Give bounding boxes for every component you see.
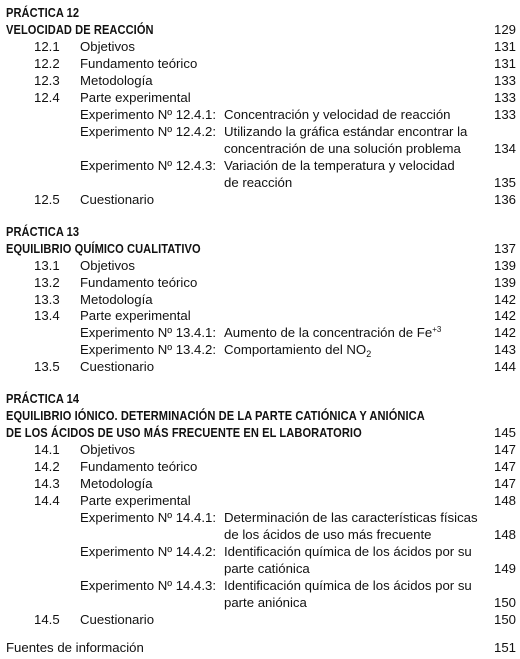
section-13-1-title: Objetivos [80, 258, 135, 273]
experiment-13-4-2-title [224, 342, 371, 358]
experiment-12-4-2-label: Experimento Nº 12.4.2: [80, 124, 217, 139]
experiment-13-4-1-page: 142 [493, 325, 516, 340]
section-13-4-title: Parte experimental [80, 308, 191, 323]
section-12-1-number: 12.1 [34, 39, 60, 54]
section-12-5-title: Cuestionario [80, 192, 155, 207]
section-14-2-number: 14.2 [34, 459, 60, 474]
experiment-14-4-3-label: Experimento Nº 14.4.3: [80, 578, 217, 593]
section-13-1-number: 13.1 [34, 258, 60, 273]
fuentes-de-informacion-title: Fuentes de información [6, 640, 144, 655]
experiment-13-4-1-text: Aumento de la concentración de Fe [224, 325, 433, 340]
practica-14-title-page: 145 [493, 425, 516, 440]
experiment-12-4-2-page: 134 [493, 141, 516, 156]
section-12-5-page: 136 [493, 192, 516, 207]
section-14-5-number: 14.5 [34, 612, 60, 627]
iron-charge-superscript: +3 [432, 325, 442, 334]
section-14-5-page: 150 [493, 612, 516, 627]
no2-subscript: 2 [366, 349, 372, 359]
experiment-14-4-1-title-line2: de los ácidos de uso más frecuente [224, 527, 432, 542]
section-14-3-title: Metodología [80, 476, 153, 491]
section-14-4-page: 148 [493, 493, 516, 508]
experiment-12-4-1-page: 133 [493, 107, 516, 122]
experiment-14-4-1-label: Experimento Nº 14.4.1: [80, 510, 217, 525]
section-13-5-number: 13.5 [34, 359, 60, 374]
experiment-14-4-3-page: 150 [493, 595, 516, 610]
section-14-4-title: Parte experimental [80, 493, 191, 508]
section-12-2-title: Fundamento teórico [80, 56, 198, 71]
section-14-5-title: Cuestionario [80, 612, 155, 627]
section-12-2-number: 12.2 [34, 56, 60, 71]
experiment-14-4-3-title-line1: Identificación química de los ácidos por su [224, 578, 472, 593]
experiment-12-4-3-title-line1: Variación de la temperatura y velocidad [224, 158, 455, 173]
experiment-12-4-2-title-line2: concentración de una solución problema [224, 141, 461, 156]
experiment-13-4-2-label: Experimento Nº 13.4.2: [80, 342, 217, 357]
section-13-5-title: Cuestionario [80, 359, 155, 374]
experiment-12-4-1-label: Experimento Nº 12.4.1: [80, 107, 217, 122]
section-13-3-title: Metodología [80, 292, 153, 307]
section-13-2-number: 13.2 [34, 275, 60, 290]
section-14-2-page: 147 [493, 459, 516, 474]
section-13-3-number: 13.3 [34, 292, 60, 307]
experiment-14-4-3-title-line2: parte aniónica [224, 595, 307, 610]
experiment-14-4-2-title-line1: Identificación química de los ácidos por su [224, 544, 472, 559]
practica-13-title: EQUILIBRIO QUÍMICO CUALITATIVO [6, 241, 201, 256]
practica-12-title: VELOCIDAD DE REACCIÓN [6, 22, 154, 37]
practica-12-label: PRÁCTICA 12 [6, 5, 80, 20]
practica-14-title-line1: EQUILIBRIO IÓNICO. DETERMINACIÓN DE LA PARTE CATIÓNICA Y ANIÓNICA [6, 408, 425, 423]
section-13-4-number: 13.4 [34, 308, 60, 323]
section-12-5-number: 12.5 [34, 192, 60, 207]
experiment-13-4-2-text: Comportamiento del NO [224, 342, 367, 357]
experiment-14-4-1-title-line1: Determinación de las características físicas [224, 510, 478, 525]
practica-13-title-page: 137 [493, 241, 516, 256]
experiment-12-4-3-title-line2: de reacción [224, 175, 293, 190]
practica-14-label: PRÁCTICA 14 [6, 391, 80, 406]
experiment-14-4-2-page: 149 [493, 561, 516, 576]
experiment-13-4-1-title [224, 325, 441, 341]
section-14-1-title: Objetivos [80, 442, 135, 457]
practica-14-title-line2: DE LOS ÁCIDOS DE USO MÁS FRECUENTE EN EL LABORATORIO [6, 425, 362, 440]
section-12-4-page: 133 [493, 90, 516, 105]
practica-13-label: PRÁCTICA 13 [6, 224, 80, 239]
section-14-1-page: 147 [493, 442, 516, 457]
section-12-2-page: 131 [493, 56, 516, 71]
section-13-4-page: 142 [493, 308, 516, 323]
section-12-3-title: Metodología [80, 73, 153, 88]
section-14-1-number: 14.1 [34, 442, 60, 457]
section-13-1-page: 139 [493, 258, 516, 273]
experiment-12-4-3-page: 135 [493, 175, 516, 190]
experiment-13-4-2-page: 143 [493, 342, 516, 357]
section-12-3-number: 12.3 [34, 73, 60, 88]
experiment-14-4-1-page: 148 [493, 527, 516, 542]
section-14-2-title: Fundamento teórico [80, 459, 198, 474]
section-14-4-number: 14.4 [34, 493, 60, 508]
section-13-3-page: 142 [493, 292, 516, 307]
experiment-12-4-3-label: Experimento Nº 12.4.3: [80, 158, 217, 173]
section-13-5-page: 144 [493, 359, 516, 374]
section-12-1-title: Objetivos [80, 39, 135, 54]
experiment-12-4-1-title: Concentración y velocidad de reacción [224, 107, 451, 122]
section-12-1-page: 131 [493, 39, 516, 54]
section-13-2-page: 139 [493, 275, 516, 290]
section-12-4-title: Parte experimental [80, 90, 191, 105]
experiment-14-4-2-label: Experimento Nº 14.4.2: [80, 544, 217, 559]
section-13-2-title: Fundamento teórico [80, 275, 198, 290]
section-14-3-number: 14.3 [34, 476, 60, 491]
fuentes-de-informacion-page: 151 [493, 640, 516, 655]
experiment-13-4-1-label: Experimento Nº 13.4.1: [80, 325, 217, 340]
section-14-3-page: 147 [493, 476, 516, 491]
experiment-12-4-2-title-line1: Utilizando la gráfica estándar encontrar la [224, 124, 468, 139]
section-12-4-number: 12.4 [34, 90, 60, 105]
experiment-14-4-2-title-line2: parte catiónica [224, 561, 310, 576]
practica-12-title-page: 129 [493, 22, 516, 37]
section-12-3-page: 133 [493, 73, 516, 88]
